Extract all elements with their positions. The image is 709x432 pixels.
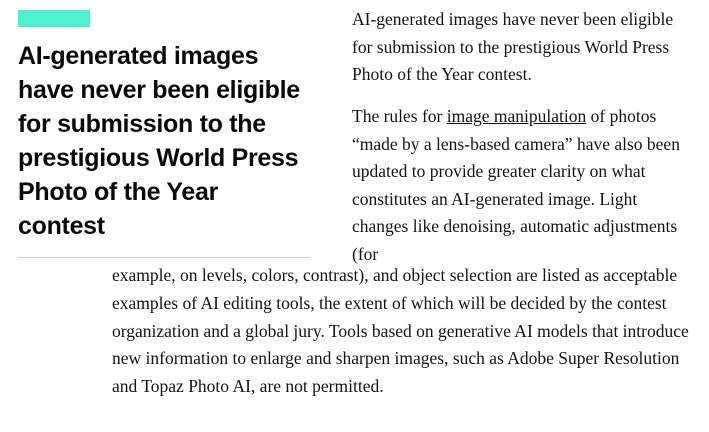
body-column <box>112 262 690 401</box>
image-manipulation-link[interactable]: image manipulation <box>446 105 587 126</box>
page-title: AI-generated images have never been eligible for submission to the prestigious World Press Photo of the Year contest <box>18 39 310 258</box>
intro-column <box>352 6 690 283</box>
rules-paragraph <box>352 103 690 269</box>
lead-paragraph: AI-generated images have never been eligible for submission to the prestigious World Press Photo of the Year contest. <box>352 9 674 85</box>
rules-paragraph-text-after-link: of photos “made by a lens-based camera” have also been updated to provide greater clarity on what constitutes an AI-generated image. Light changes like denoising, automatic adjustments (for <box>352 105 680 265</box>
rules-paragraph-text-before-link: The rules for <box>352 105 447 126</box>
body-paragraph-continued: example, on levels, colors, contrast), and object selection are listed as acceptable examples of AI editing tools, the extent of which will be decided by the contest organization and a global jury. Tools based on generative AI models that introduce new information to enlarge and sharpen images, such as Adobe Super Resolution and Topaz Photo AI, are not permitted. <box>112 265 689 397</box>
headline-column <box>18 10 318 258</box>
accent-bar <box>18 10 90 27</box>
